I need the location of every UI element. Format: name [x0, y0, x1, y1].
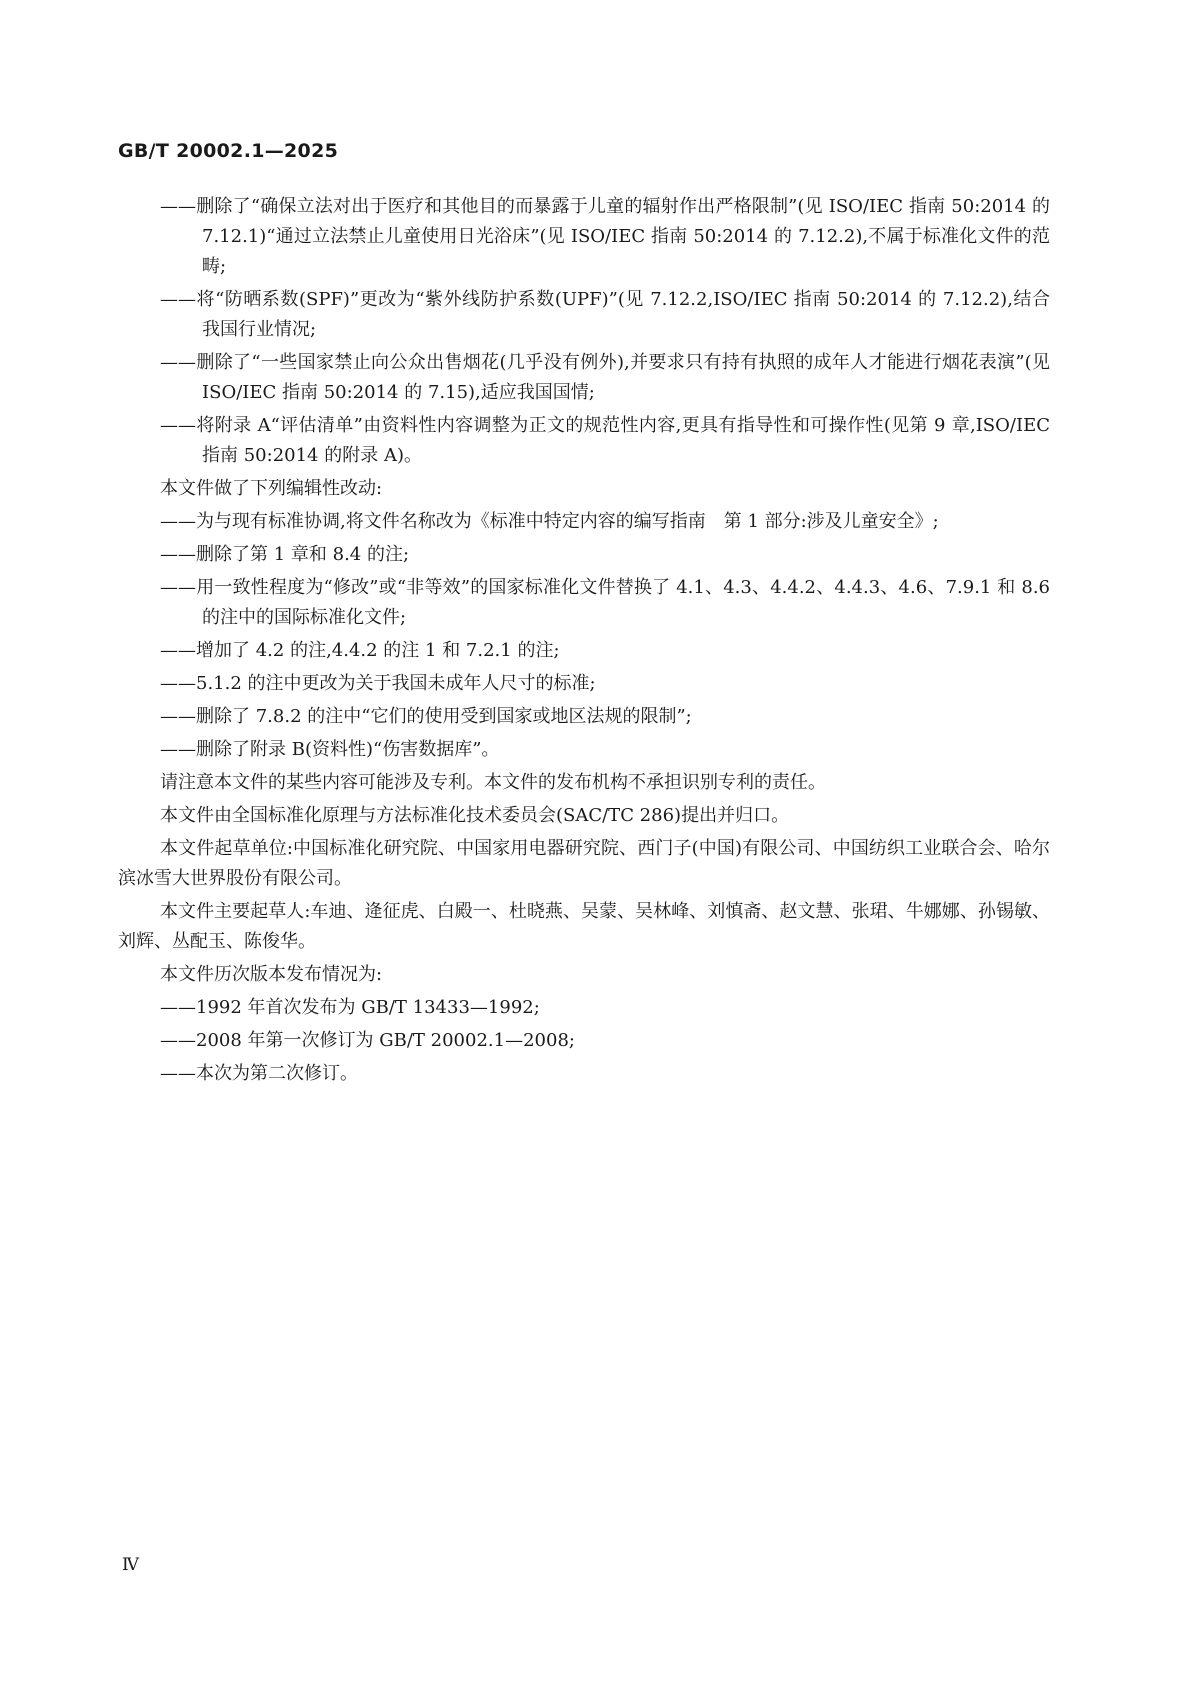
list-item: ——删除了“确保立法对出于医疗和其他目的而暴露于儿童的辐射作出严格限制”(见 ISO/IEC 指南 50:2014 的 7.12.1)“通过立法禁止儿童使用日光浴床”(见 ISO/IEC 指南 50:2014 的 7.12.2),不属于标准化文件的范畴;	[160, 196, 1050, 277]
list-item: ——本次为第二次修订。	[160, 1063, 358, 1084]
paragraph: 本文件由全国标准化原理与方法标准化技术委员会(SAC/TC 286)提出并归口。	[160, 805, 790, 826]
list-item: ——删除了 7.8.2 的注中“它们的使用受到国家或地区法规的限制”;	[160, 706, 692, 727]
paragraph: 本文件做了下列编辑性改动:	[160, 478, 383, 499]
list-item: ——增加了 4.2 的注,4.4.2 的注 1 和 7.2.1 的注;	[160, 640, 560, 661]
paragraph: 本文件起草单位:中国标准化研究院、中国家用电器研究院、西门子(中国)有限公司、中国纺织工业联合会、哈尔滨冰雪大世界股份有限公司。	[118, 838, 1050, 889]
list-item: ——将附录 A“评估清单”由资料性内容调整为正文的规范性内容,更具有指导性和可操作性(见第 9 章,ISO/IEC 指南 50:2014 的附录 A)。	[160, 415, 1050, 466]
list-item: ——为与现有标准协调,将文件名称改为《标准中特定内容的编写指南 第 1 部分:涉及儿童安全》;	[160, 511, 939, 532]
list-item: ——删除了附录 B(资料性)“伤害数据库”。	[160, 739, 500, 760]
paragraph: 请注意本文件的某些内容可能涉及专利。本文件的发布机构不承担识别专利的责任。	[160, 772, 826, 793]
list-item: ——将“防晒系数(SPF)”更改为“紫外线防护系数(UPF)”(见 7.12.2,ISO/IEC 指南 50:2014 的 7.12.2),结合我国行业情况;	[160, 289, 1050, 340]
list-item: ——1992 年首次发布为 GB/T 13433—1992;	[160, 997, 540, 1018]
page-number: Ⅳ	[122, 1555, 139, 1575]
list-item: ——删除了“一些国家禁止向公众出售烟花(几乎没有例外),并要求只有持有执照的成年人才能进行烟花表演”(见 ISO/IEC 指南 50:2014 的 7.15),适应我国国情;	[160, 352, 1050, 403]
list-item: ——5.1.2 的注中更改为关于我国未成年人尺寸的标准;	[160, 673, 596, 694]
list-item: ——删除了第 1 章和 8.4 的注;	[160, 544, 410, 565]
document-body	[118, 192, 1050, 1092]
paragraph: 本文件主要起草人:车迪、逄征虎、白殿一、杜晓燕、吴蒙、吴林峰、刘慎斋、赵文慧、张珺、牛娜娜、孙锡敏、刘辉、丛配玉、陈俊华。	[118, 901, 1050, 952]
paragraph: 本文件历次版本发布情况为:	[160, 964, 383, 985]
list-item: ——2008 年第一次修订为 GB/T 20002.1—2008;	[160, 1030, 575, 1051]
list-item: ——用一致性程度为“修改”或“非等效”的国家标准化文件替换了 4.1、4.3、4.4.2、4.4.3、4.6、7.9.1 和 8.6 的注中的国际标准化文件;	[160, 577, 1050, 628]
document-id: GB/T 20002.1—2025	[118, 140, 339, 162]
